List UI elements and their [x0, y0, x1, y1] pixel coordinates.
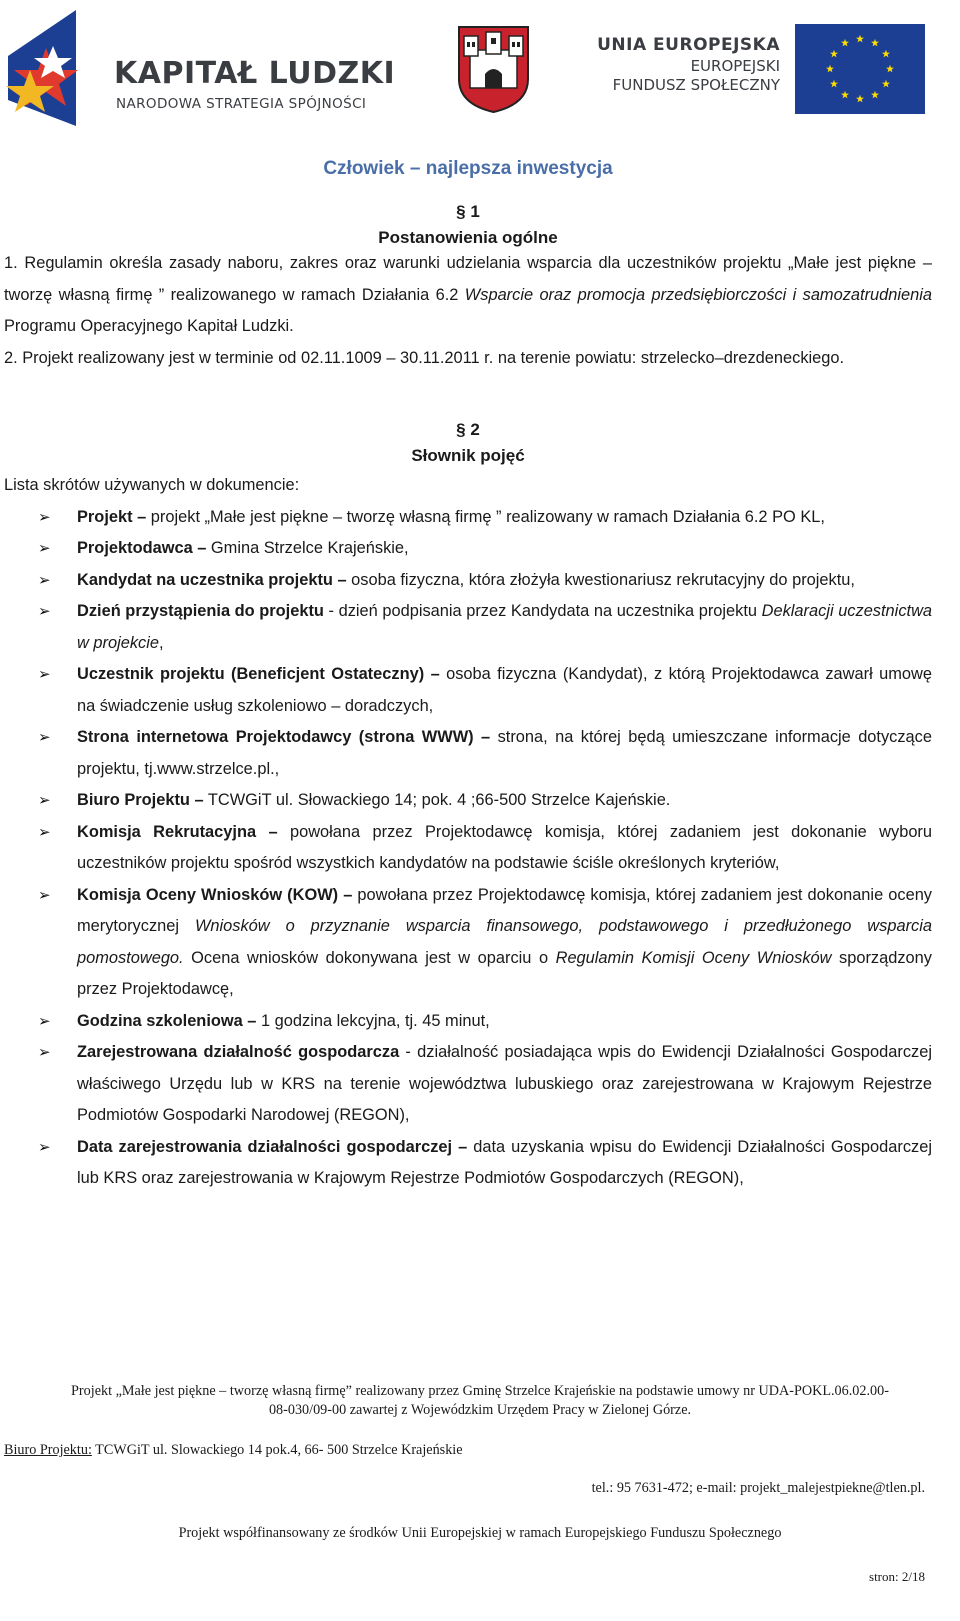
- definition-term: Uczestnik projektu (Beneficjent Ostateczny) –: [77, 665, 440, 683]
- motto: Człowiek – najlepsza inwestycja: [323, 158, 613, 179]
- footer-project-info: Projekt „Małe jest piękne – tworzę własną firmę” realizowany przez Gminę Strzelce Krajeńskie na podstawie umowy nr UDA-POKL.06.02.00-08-030/09-00 zawartej z Wojewódzkim Urzędem Pracy w Zielonej Górze.: [71, 1383, 889, 1418]
- arrow-bullet-icon: ➢: [38, 1012, 51, 1030]
- definition-text: - dzień podpisania przez Kandydata na uczestnika projektu: [323, 602, 762, 620]
- footer-office-address: [4, 1442, 463, 1459]
- arrow-bullet-icon: ➢: [38, 823, 51, 841]
- arrow-bullet-icon: ➢: [38, 508, 51, 526]
- definition-term: Kandydat na uczestnika projektu –: [77, 570, 347, 589]
- definitions-list: [4, 502, 932, 1195]
- ue-line-1: UNIA EUROPEJSKA: [597, 35, 780, 55]
- definition-text: 1 godzina lekcyjna, tj. 45 minut,: [256, 1011, 490, 1030]
- definition-text: TCWGiT ul. Słowackiego 14; pok. 4 ;66-500 Strzelce Kajeńskie.: [203, 791, 671, 809]
- section-1-paragraph-2: 2. Projekt realizowany jest w terminie od 02.11.1009 – 30.11.2011 r. na terenie powiatu: strzelecko–drezdeneckiego.: [4, 348, 845, 367]
- footer-contact: tel.: 95 7631-472; e-mail: projekt_malejestpiekne@tlen.pl.: [591, 1480, 925, 1496]
- footer-cofinance: Projekt współfinansowany ze środków Unii Europejskiej w ramach Europejskiego Funduszu Społecznego: [178, 1525, 782, 1541]
- p1-text-c: Programu Operacyjnego Kapitał Ludzki.: [4, 317, 294, 335]
- definition-item: [4, 722, 932, 785]
- definition-item: [4, 880, 932, 1006]
- arrow-bullet-icon: ➢: [38, 603, 51, 620]
- definition-italic: Wniosków o przyznanie wsparcia finansowego, podstawowego i przedłużonego wsparcia pomostowego.: [77, 917, 932, 967]
- kapital-ludzki-title: KAPITAŁ LUDZKI: [114, 56, 396, 91]
- definition-item: [4, 1006, 932, 1038]
- definition-item: [4, 1132, 932, 1195]
- arrow-bullet-icon: ➢: [38, 792, 51, 809]
- definition-term: Godzina szkoleniowa –: [77, 1011, 257, 1030]
- strzelce-crest-icon: [456, 24, 531, 114]
- definition-term: Dzień przystąpienia do projektu: [77, 602, 324, 620]
- definition-text: powołana przez Projektodawcę komisja, której zadaniem jest dokonanie wyboru uczestników projektu spośród wszystkich kandydatów na podstawie ściśle określonych kryteriów,: [77, 822, 933, 872]
- document-header: [0, 0, 960, 140]
- definition-item: [4, 1037, 932, 1132]
- definition-item: [4, 502, 932, 534]
- definition-text: osoba fizyczna (Kandydat), z którą Projektodawca zawarł umowę na świadczenie usług szkoleniowo – doradczych,: [77, 665, 932, 715]
- definition-italic: Deklaracji uczestnictwa w projekcie: [77, 602, 933, 652]
- section-2-title: Słownik pojęć: [411, 446, 525, 465]
- definition-text: Gmina Strzelce Krajeńskie,: [206, 539, 409, 557]
- ue-line-3: FUNDUSZ SPOŁECZNY: [612, 76, 780, 94]
- definition-item: [4, 533, 932, 565]
- arrow-bullet-icon: ➢: [38, 1138, 51, 1156]
- definition-item: [4, 785, 932, 817]
- eu-flag-icon: [795, 24, 925, 114]
- arrow-bullet-icon: ➢: [38, 540, 51, 557]
- definition-term: Projektodawca –: [77, 539, 207, 557]
- definition-text: projekt „Małe jest piękne – tworzę własną firmę ” realizowany w ramach Działania 6.2 PO KL,: [146, 507, 825, 526]
- arrow-bullet-icon: ➢: [38, 1044, 51, 1061]
- footer-office-label: Biuro Projektu:: [4, 1442, 92, 1458]
- definition-item: [4, 659, 932, 722]
- arrow-bullet-icon: ➢: [38, 886, 51, 904]
- definition-text: Ocena wniosków dokonywana jest w oparciu o: [183, 948, 556, 967]
- definition-text: ,: [159, 633, 164, 652]
- ue-efs-text: [590, 35, 780, 94]
- p1-text-a: 1. Regulamin określa zasady naboru, zakres oraz warunki udzielania wsparcia dla uczestników projektu „Małe jest piękne – tworzę własną firmę ” realizowanego w ramach Działania 6.2: [4, 254, 932, 304]
- definition-text: data uzyskania wpisu do Ewidencji Działalności Gospodarczej lub KRS oraz zarejestrowania w Krajowym Rejestrze Podmiotów Gospodarczych (REGON),: [77, 1137, 932, 1187]
- definitions-intro: Lista skrótów używanych w dokumencie:: [4, 476, 300, 494]
- document-body: [4, 150, 932, 1195]
- definition-item: [4, 596, 932, 659]
- section-1-paragraph-1: [4, 248, 932, 343]
- arrow-bullet-icon: ➢: [38, 666, 51, 683]
- document-footer: [0, 1382, 960, 1584]
- p1-text-italic: Wsparcie oraz promocja przedsiębiorczości i samozatrudnienia: [464, 285, 933, 304]
- definition-text: - działalność posiadająca wpis do Ewidencji Działalności Gospodarczej właściwego Urzędu lub w KRS na terenie województwa lubuskiego oraz zarejestrowana w Krajowym Rejestrze Podmiotów Gospodarki Narodowej (REGON),: [77, 1043, 932, 1124]
- definition-item: [4, 817, 932, 880]
- definition-text: sporządzony przez Projektodawcę,: [77, 948, 932, 998]
- section-1-title: Postanowienia ogólne: [378, 228, 558, 247]
- definition-italic: Regulamin Komisji Oceny Wniosków: [555, 948, 832, 967]
- kapital-ludzki-subtitle: NARODOWA STRATEGIA SPÓJNOŚCI: [116, 96, 367, 112]
- kapital-ludzki-star-icon: [4, 8, 104, 136]
- definition-term: Komisja Rekrutacyjna –: [77, 822, 278, 841]
- definition-term: Strona internetowa Projektodawcy (strona WWW) –: [77, 728, 491, 746]
- section-1-number: § 1: [456, 202, 480, 221]
- definition-term: Projekt –: [77, 507, 147, 526]
- page-number: stron: 2/18: [869, 1569, 925, 1584]
- ue-line-2: EUROPEJSKI: [690, 57, 780, 75]
- footer-office-text: TCWGiT ul. Slowackiego 14 pok.4, 66- 500 Strzelce Krajeńskie: [91, 1442, 463, 1458]
- definition-term: Zarejestrowana działalność gospodarcza: [77, 1043, 400, 1061]
- definition-term: Data zarejestrowania działalności gospodarczej –: [77, 1137, 468, 1156]
- definition-item: [4, 565, 932, 597]
- definition-text: powołana przez Projektodawcę komisja, której zadaniem jest dokonanie oceny merytorycznej: [77, 885, 933, 935]
- arrow-bullet-icon: ➢: [38, 571, 51, 589]
- definition-text: osoba fizyczna, która złożyła kwestionariusz rekrutacyjny do projektu,: [346, 570, 855, 589]
- arrow-bullet-icon: ➢: [38, 729, 51, 746]
- kapital-ludzki-logo: [4, 8, 404, 136]
- section-2-number: § 2: [456, 420, 480, 439]
- definition-term: Komisja Oceny Wniosków (KOW) –: [77, 885, 353, 904]
- definition-text: strona, na której będą umieszczane informacje dotyczące projektu, tj.www.strzelce.pl.,: [77, 728, 932, 778]
- definition-term: Biuro Projektu –: [77, 791, 204, 809]
